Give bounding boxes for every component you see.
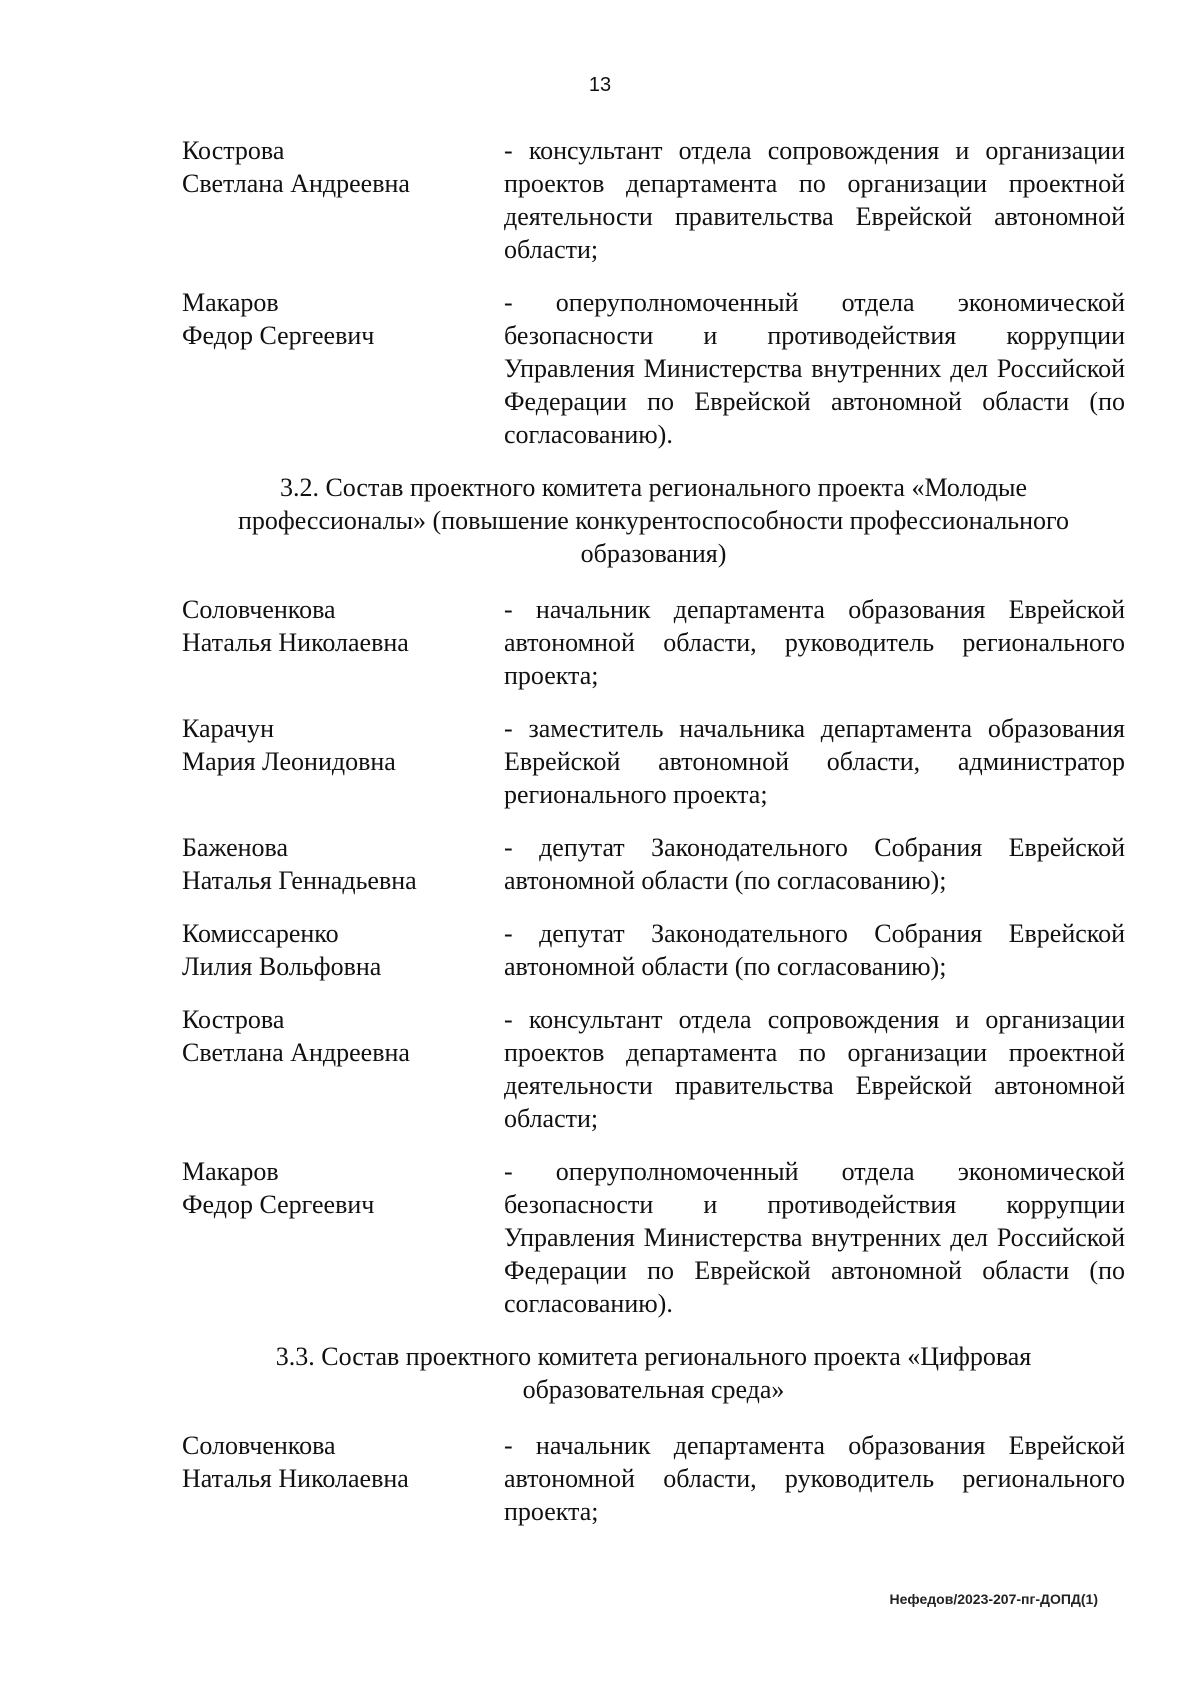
member-role: - оперуполномоченный отдела экономической безопасности и противодействия коррупции Управления Министерства внутренних дел Российской Федерации по Еврейской автономной области (по согласованию). [504, 1157, 1125, 1318]
member-name [182, 1429, 504, 1528]
member-given-names: Наталья Геннадьевна [182, 866, 417, 895]
member-surname: Баженова [182, 833, 289, 862]
member-given-names: Федор Сергеевич [182, 321, 375, 350]
member-given-names: Наталья Николаевна [182, 628, 409, 657]
member-entry [182, 286, 1125, 451]
member-given-names: Светлана Андреевна [182, 169, 410, 198]
member-role: - начальник департамента образования Еврейской автономной области, руководитель регионального проекта; [504, 1431, 1125, 1526]
member-given-names: Наталья Николаевна [182, 1464, 409, 1493]
member-surname: Комиссаренко [182, 919, 339, 948]
member-name [182, 712, 504, 811]
document-body [182, 134, 1125, 1548]
member-name [182, 134, 504, 266]
member-name [182, 593, 504, 692]
member-given-names: Светлана Андреевна [182, 1038, 410, 1067]
member-surname: Соловченкова [182, 1431, 336, 1460]
document-reference: Нефедов/2023-207-пг-ДОПД(1) [889, 1591, 1098, 1607]
member-role: - заместитель начальника департамента образования Еврейской автономной области, администратор регионального проекта; [504, 714, 1125, 809]
section-title-3-2: 3.2. Состав проектного комитета регионального проекта «Молодые профессионалы» (повышение конкурентоспособности профессионального образования) [237, 473, 1070, 568]
member-surname: Кострова [182, 1005, 285, 1034]
member-entry [182, 712, 1125, 811]
member-role: - консультант отдела сопровождения и организации проектов департамента по организации проектной деятельности правительства Еврейской автономной области; [504, 1005, 1125, 1133]
member-entry [182, 1003, 1125, 1135]
member-name [182, 1003, 504, 1135]
member-surname: Макаров [182, 288, 279, 317]
member-role: - оперуполномоченный отдела экономической безопасности и противодействия коррупции Управления Министерства внутренних дел Российской Федерации по Еврейской автономной области (по согласованию). [504, 288, 1125, 449]
member-given-names: Лилия Вольфовна [182, 952, 382, 981]
member-given-names: Федор Сергеевич [182, 1190, 375, 1219]
member-given-names: Мария Леонидовна [182, 747, 396, 776]
member-entry [182, 134, 1125, 266]
member-surname: Карачун [182, 714, 275, 743]
member-entry [182, 1429, 1125, 1528]
member-entry [182, 593, 1125, 692]
member-entry [182, 831, 1125, 897]
member-entry [182, 917, 1125, 983]
member-entry [182, 1155, 1125, 1320]
member-name [182, 1155, 504, 1320]
member-role: - депутат Законодательного Собрания Еврейской автономной области (по согласованию); [504, 833, 1125, 895]
section-title-3-3: 3.3. Состав проектного комитета регионального проекта «Цифровая образовательная среда» [275, 1342, 1032, 1404]
member-name [182, 286, 504, 451]
member-surname: Макаров [182, 1157, 279, 1186]
member-surname: Соловченкова [182, 595, 336, 624]
member-name [182, 831, 504, 897]
member-role: - консультант отдела сопровождения и организации проектов департамента по организации проектной деятельности правительства Еврейской автономной области; [504, 136, 1125, 264]
member-surname: Кострова [182, 136, 285, 165]
member-role: - депутат Законодательного Собрания Еврейской автономной области (по согласованию); [504, 919, 1125, 981]
member-name [182, 917, 504, 983]
member-role: - начальник департамента образования Еврейской автономной области, руководитель регионального проекта; [504, 595, 1125, 690]
page-number: 13 [588, 74, 612, 96]
